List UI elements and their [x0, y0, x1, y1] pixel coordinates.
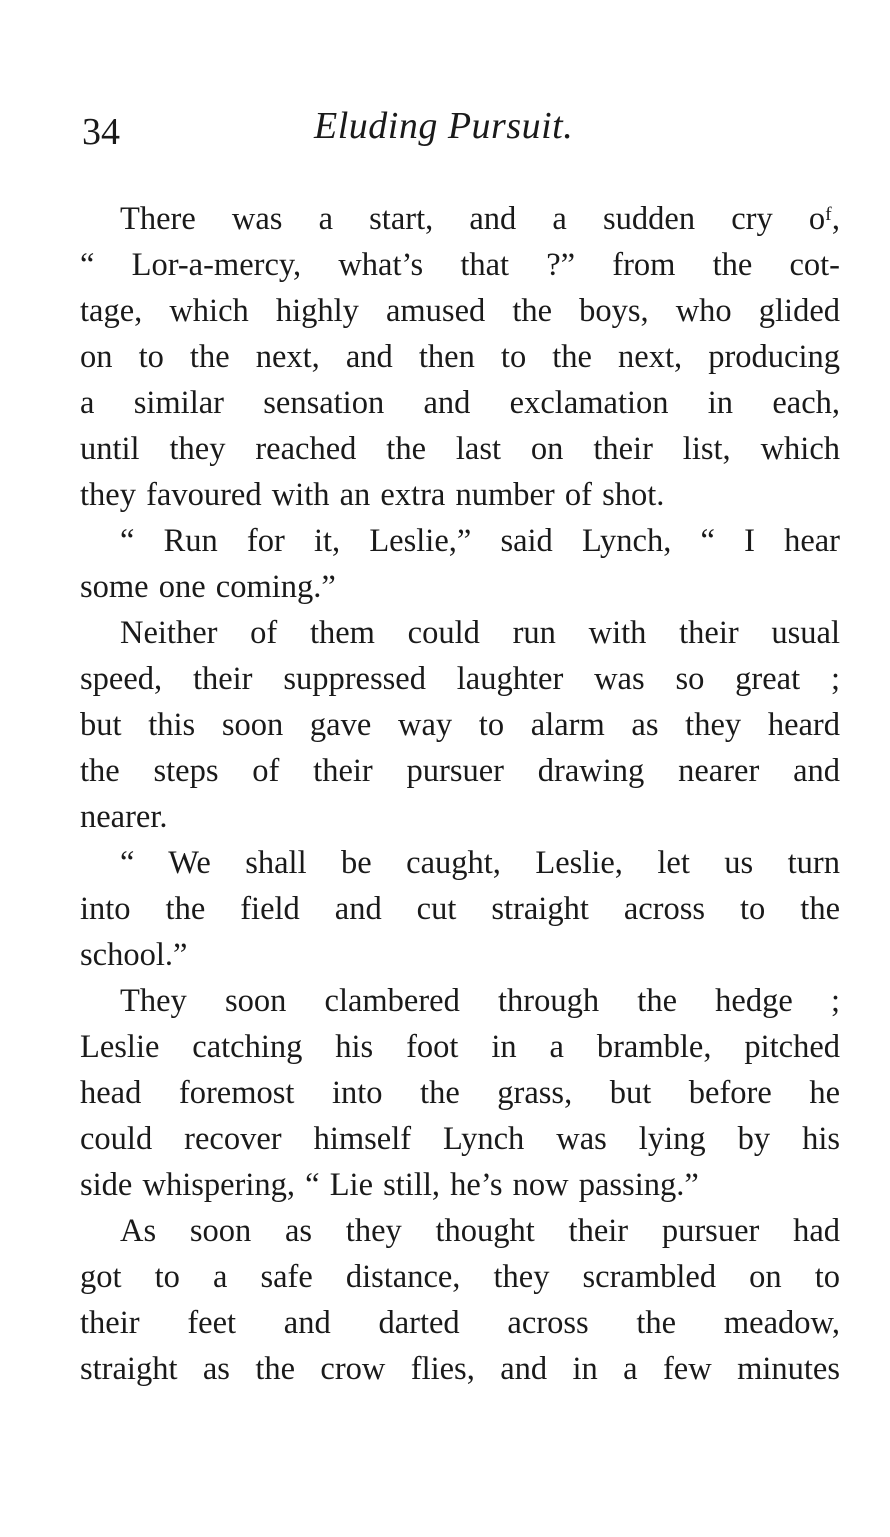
- text-line: They soon clambered through the hedge ;: [120, 983, 840, 1019]
- text-line: they favoured with an extra number of shot.: [80, 477, 665, 513]
- text-line: Neither of them could run with their usual: [120, 615, 840, 651]
- text-line: There was a start, and a sudden cry oᶠ,: [120, 201, 840, 237]
- page-header: [82, 104, 838, 154]
- text-line: on to the next, and then to the next, producing: [80, 339, 840, 375]
- text-line: “ Lor-a-mercy, what’s that ?” from the cot-: [80, 247, 840, 283]
- text-line: speed, their suppressed laughter was so great ;: [80, 661, 840, 697]
- running-head: Eluding Pursuit.: [314, 105, 574, 147]
- text-line: got to a safe distance, they scrambled on to: [80, 1259, 840, 1295]
- text-line: some one coming.”: [80, 569, 336, 605]
- text-line: side whispering, “ Lie still, he’s now passing.”: [80, 1167, 699, 1203]
- text-line: the steps of their pursuer drawing nearer and: [80, 753, 840, 789]
- text-line: into the field and cut straight across to the: [80, 891, 840, 927]
- body-text: [80, 196, 840, 1392]
- text-line: could recover himself Lynch was lying by his: [80, 1121, 840, 1157]
- text-line: nearer.: [80, 799, 168, 835]
- text-line: but this soon gave way to alarm as they heard: [80, 707, 840, 743]
- text-line: “ Run for it, Leslie,” said Lynch, “ I hear: [120, 523, 840, 559]
- text-line: straight as the crow flies, and in a few minutes: [80, 1351, 840, 1387]
- text-line: their feet and darted across the meadow,: [80, 1305, 840, 1341]
- text-line: “ We shall be caught, Leslie, let us turn: [120, 845, 840, 881]
- text-line: head foremost into the grass, but before he: [80, 1075, 840, 1111]
- text-line: Leslie catching his foot in a bramble, pitched: [80, 1029, 840, 1065]
- text-line: until they reached the last on their list, which: [80, 431, 840, 467]
- text-line: a similar sensation and exclamation in each,: [80, 385, 840, 421]
- text-line: As soon as they thought their pursuer had: [120, 1213, 840, 1249]
- text-line: tage, which highly amused the boys, who glided: [80, 293, 840, 329]
- text-line: school.”: [80, 937, 188, 973]
- page-number: 34: [82, 111, 120, 153]
